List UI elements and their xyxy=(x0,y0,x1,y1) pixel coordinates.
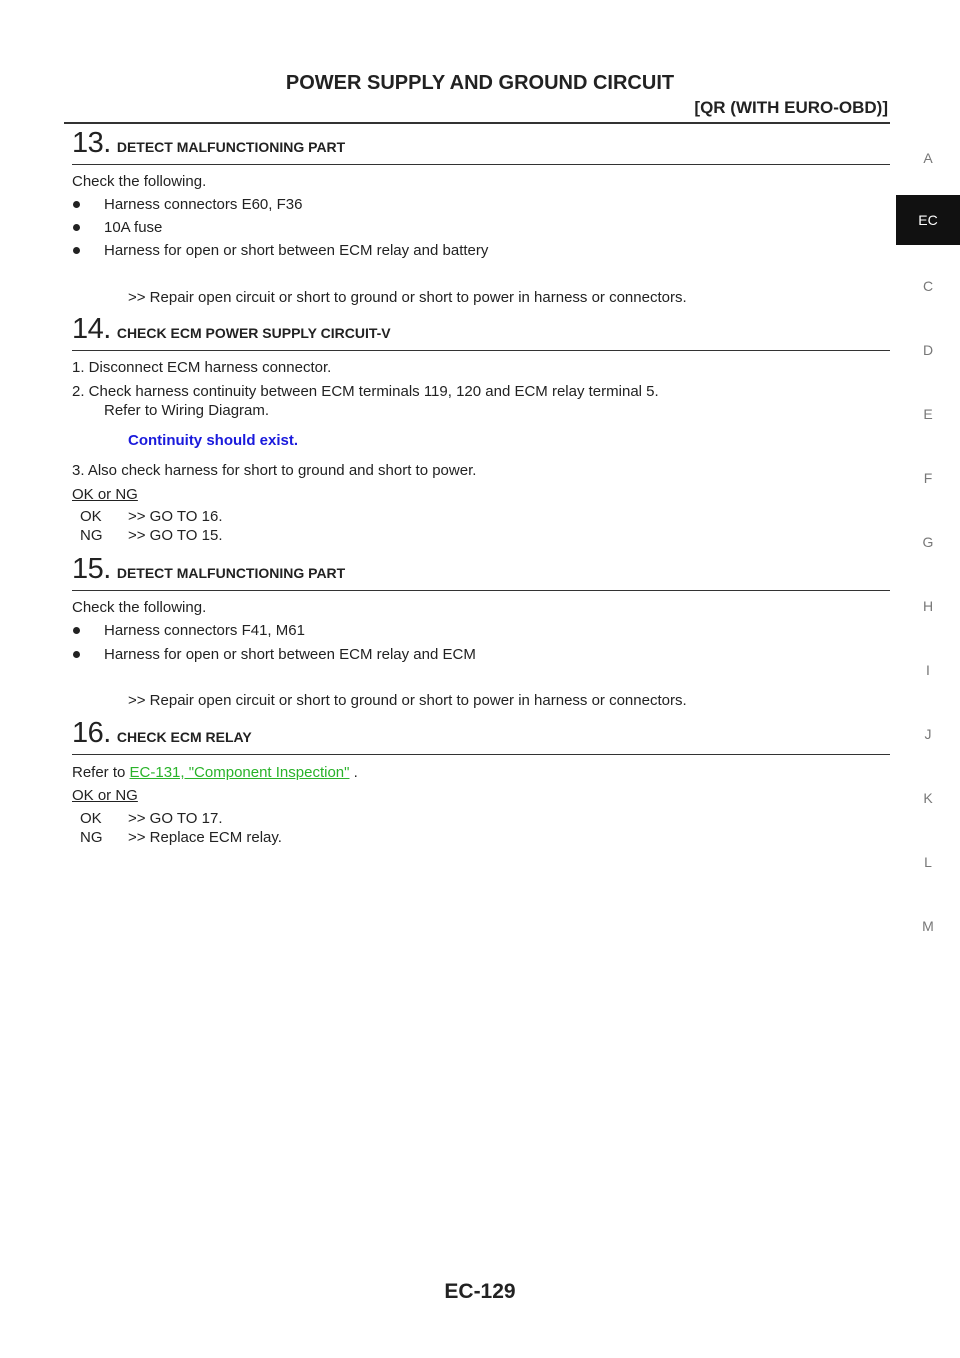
step-number: 13. xyxy=(72,127,111,159)
list-item: 2. Check harness continuity between ECM terminals 119, 120 and ECM relay terminal 5. xyxy=(72,383,659,400)
step-15-intro: Check the following. xyxy=(72,599,207,616)
page-subtitle: [QR (WITH EURO-OBD)] xyxy=(694,98,888,117)
result-key: OK xyxy=(80,810,102,827)
step-number: 15. xyxy=(72,553,111,585)
component-inspection-link[interactable]: EC-131, "Component Inspection" xyxy=(129,764,350,781)
list-item: Harness connectors E60, F36 xyxy=(104,196,303,213)
list-item: Harness for open or short between ECM relay and battery xyxy=(104,242,489,259)
result-action: >> GO TO 17. xyxy=(128,810,223,827)
index-tab-c[interactable]: C xyxy=(922,278,934,294)
page-title: POWER SUPPLY AND GROUND CIRCUIT xyxy=(285,72,675,94)
step-title: CHECK ECM POWER SUPPLY CIRCUIT-V xyxy=(116,325,391,341)
step-title: DETECT MALFUNCTIONING PART xyxy=(116,139,346,155)
index-tab-f[interactable]: F xyxy=(923,470,933,486)
index-tab-l[interactable]: L xyxy=(924,854,932,870)
index-tab-k[interactable]: K xyxy=(923,790,933,806)
index-tab-i[interactable]: I xyxy=(926,662,930,678)
step-number: 14. xyxy=(72,313,111,345)
list-item: Harness for open or short between ECM relay and ECM xyxy=(104,646,476,663)
step-13-action: >> Repair open circuit or short to ground or short to power in harness or connectors. xyxy=(128,289,687,306)
result-action: >> GO TO 16. xyxy=(128,508,223,525)
page-number: EC-129 xyxy=(444,1280,516,1303)
step-15-action: >> Repair open circuit or short to ground or short to power in harness or connectors. xyxy=(128,692,687,709)
step-number: 16. xyxy=(72,717,111,749)
index-tab-e[interactable]: E xyxy=(923,406,933,422)
step-13-heading xyxy=(72,127,890,165)
result-action: >> GO TO 15. xyxy=(128,527,223,544)
refer-line xyxy=(72,764,358,782)
index-tab-d[interactable]: D xyxy=(922,342,934,358)
step-15-heading xyxy=(72,553,890,591)
list-item: Refer to Wiring Diagram. xyxy=(104,402,270,419)
index-tab-j[interactable]: J xyxy=(924,726,932,742)
list-item: 1. Disconnect ECM harness connector. xyxy=(72,359,332,376)
list-item: 10A fuse xyxy=(104,219,163,236)
refer-prefix: Refer to xyxy=(72,764,130,781)
step-title: DETECT MALFUNCTIONING PART xyxy=(116,565,346,581)
result-label: OK or NG xyxy=(72,486,138,503)
list-item: 3. Also check harness for short to ground and short to power. xyxy=(72,462,477,479)
result-key: NG xyxy=(80,527,103,544)
step-16-heading xyxy=(72,717,890,755)
result-action: >> Replace ECM relay. xyxy=(128,829,282,846)
spec-text: Continuity should exist. xyxy=(128,432,299,449)
refer-suffix: . xyxy=(349,764,358,781)
index-tab-ec[interactable]: EC xyxy=(896,195,960,245)
result-label: OK or NG xyxy=(72,787,138,804)
result-key: NG xyxy=(80,829,103,846)
index-tab-m[interactable]: M xyxy=(922,918,934,934)
result-key: OK xyxy=(80,508,102,525)
list-item: Harness connectors F41, M61 xyxy=(104,622,305,639)
step-title: CHECK ECM RELAY xyxy=(116,729,252,745)
index-tab-g[interactable]: G xyxy=(922,534,934,550)
index-tab-a[interactable]: A xyxy=(923,150,933,166)
header-rule xyxy=(64,122,890,124)
index-tab-h[interactable]: H xyxy=(922,598,934,614)
step-14-heading xyxy=(72,313,890,351)
step-13-intro: Check the following. xyxy=(72,173,207,190)
